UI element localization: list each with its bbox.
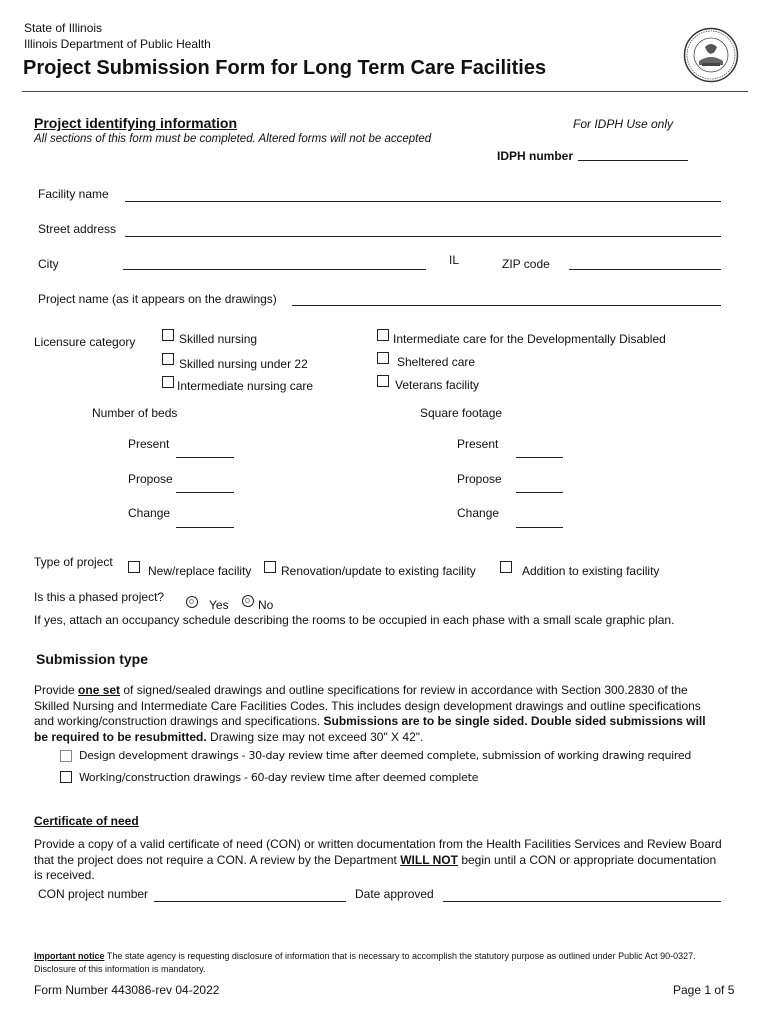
- sqft-propose-label: Propose: [457, 472, 502, 486]
- submission-paragraph: Provide one set of signed/sealed drawings and outline specifications for review in accordance with Section 300.2830 of the Skilled Nursing and Intermediate Care Facilities Codes. This includes design development drawings and outline specifications and working/construction drawings and specifications. Submissions are to be single sided. Double sided submissions will be required to be resubmitted. Drawing size may not exceed 30" X 42".: [34, 683, 706, 744]
- sqft-change-label: Change: [457, 506, 500, 520]
- skilled-nursing-under-22-label: Skilled nursing under 22: [179, 357, 308, 371]
- square-footage-label: Square footage: [420, 406, 503, 420]
- beds-present-label: Present: [128, 437, 170, 451]
- new-replace-facility-checkbox[interactable]: [128, 561, 140, 573]
- skilled-nursing-under-22-checkbox[interactable]: [162, 353, 174, 365]
- section-heading-con: Certificate of need: [34, 814, 139, 828]
- instruction-text: All sections of this form must be completed. Altered forms will not be accepted: [34, 133, 432, 145]
- design-development-checkbox[interactable]: [60, 750, 72, 762]
- idph-number-label: IDPH number: [497, 149, 574, 163]
- sqft-change-field[interactable]: [516, 527, 563, 528]
- street-address-field[interactable]: [125, 236, 721, 237]
- phased-no-label: No: [258, 598, 274, 612]
- new-replace-facility-label: New/replace facility: [148, 564, 252, 578]
- department-name: Illinois Department of Public Health: [24, 37, 211, 51]
- beds-change-label: Change: [128, 506, 171, 520]
- page-number: Page 1 of 5: [673, 983, 735, 997]
- skilled-nursing-label: Skilled nursing: [179, 332, 258, 346]
- phased-note: If yes, attach an occupancy schedule describing the rooms to be occupied in each phase with a small scale graphic plan.: [34, 613, 675, 627]
- beds-change-field[interactable]: [176, 527, 234, 528]
- beds-propose-field[interactable]: [176, 492, 234, 493]
- phased-yes-label: Yes: [209, 598, 229, 612]
- city-field[interactable]: [123, 269, 426, 270]
- date-approved-label: Date approved: [355, 887, 434, 901]
- con-project-number-field[interactable]: [154, 901, 346, 902]
- licensure-category-label: Licensure category: [34, 335, 136, 349]
- veterans-facility-checkbox[interactable]: [377, 375, 389, 387]
- working-construction-checkbox[interactable]: [60, 771, 72, 783]
- addition-label: Addition to existing facility: [522, 564, 660, 578]
- important-notice: Important notice The state agency is requesting disclosure of information that is necessary to accomplish the statutory purpose as outlined under Public Act 90-0327. Disclosure of this information is mandatory.: [34, 951, 696, 974]
- state-seal-icon: [683, 27, 739, 83]
- street-address-label: Street address: [38, 222, 117, 236]
- addition-checkbox[interactable]: [500, 561, 512, 573]
- con-project-number-label: CON project number: [38, 887, 149, 901]
- facility-name-label: Facility name: [38, 187, 109, 201]
- type-of-project-label: Type of project: [34, 555, 113, 569]
- state-name: State of Illinois: [24, 21, 103, 35]
- form-number: Form Number 443086-rev 04-2022: [34, 983, 220, 997]
- sqft-present-label: Present: [457, 437, 499, 451]
- sqft-present-field[interactable]: [516, 457, 563, 458]
- phased-yes-radio[interactable]: [186, 596, 198, 608]
- page-title: Project Submission Form for Long Term Care Facilities: [23, 57, 547, 79]
- con-paragraph: Provide a copy of a valid certificate of need (CON) or written documentation from the Health Facilities Services and Review Board that the project does not require a CON. A review by the Department WILL NOT begin until a CON or appropriate documentation is received.: [34, 837, 722, 882]
- section-heading-submission: Submission type: [36, 651, 149, 667]
- sqft-propose-field[interactable]: [516, 492, 563, 493]
- idph-number-field[interactable]: [578, 160, 688, 161]
- zip-field[interactable]: [569, 269, 721, 270]
- project-name-label: Project name (as it appears on the drawings): [38, 292, 277, 306]
- intermediate-nursing-care-checkbox[interactable]: [162, 376, 174, 388]
- phased-no-radio[interactable]: [242, 595, 254, 607]
- beds-propose-label: Propose: [128, 472, 173, 486]
- zip-label: ZIP code: [502, 257, 550, 271]
- intermediate-care-dd-label: Intermediate care for the Developmentally Disabled: [393, 332, 666, 346]
- design-development-label: Design development drawings - 30-day review time after deemed complete, submission of working drawing required: [79, 749, 692, 762]
- project-name-field[interactable]: [292, 305, 721, 306]
- skilled-nursing-checkbox[interactable]: [162, 329, 174, 341]
- date-approved-field[interactable]: [443, 901, 721, 902]
- sheltered-care-label: Sheltered care: [397, 355, 476, 369]
- phased-project-question: Is this a phased project?: [34, 590, 165, 604]
- intermediate-nursing-care-label: Intermediate nursing care: [177, 379, 314, 393]
- beds-present-field[interactable]: [176, 457, 234, 458]
- state-abbrev: IL: [449, 253, 460, 267]
- working-construction-label: Working/construction drawings - 60-day review time after deemed complete: [79, 771, 479, 784]
- section-heading-project-info: Project identifying information: [34, 115, 238, 131]
- veterans-facility-label: Veterans facility: [395, 378, 480, 392]
- sheltered-care-checkbox[interactable]: [377, 352, 389, 364]
- intermediate-care-dd-checkbox[interactable]: [377, 329, 389, 341]
- header-divider: [22, 91, 748, 92]
- number-of-beds-label: Number of beds: [92, 406, 178, 420]
- renovation-checkbox[interactable]: [264, 561, 276, 573]
- city-label: City: [38, 257, 59, 271]
- facility-name-field[interactable]: [125, 201, 721, 202]
- renovation-label: Renovation/update to existing facility: [281, 564, 476, 578]
- idph-use-label: For IDPH Use only: [573, 117, 674, 131]
